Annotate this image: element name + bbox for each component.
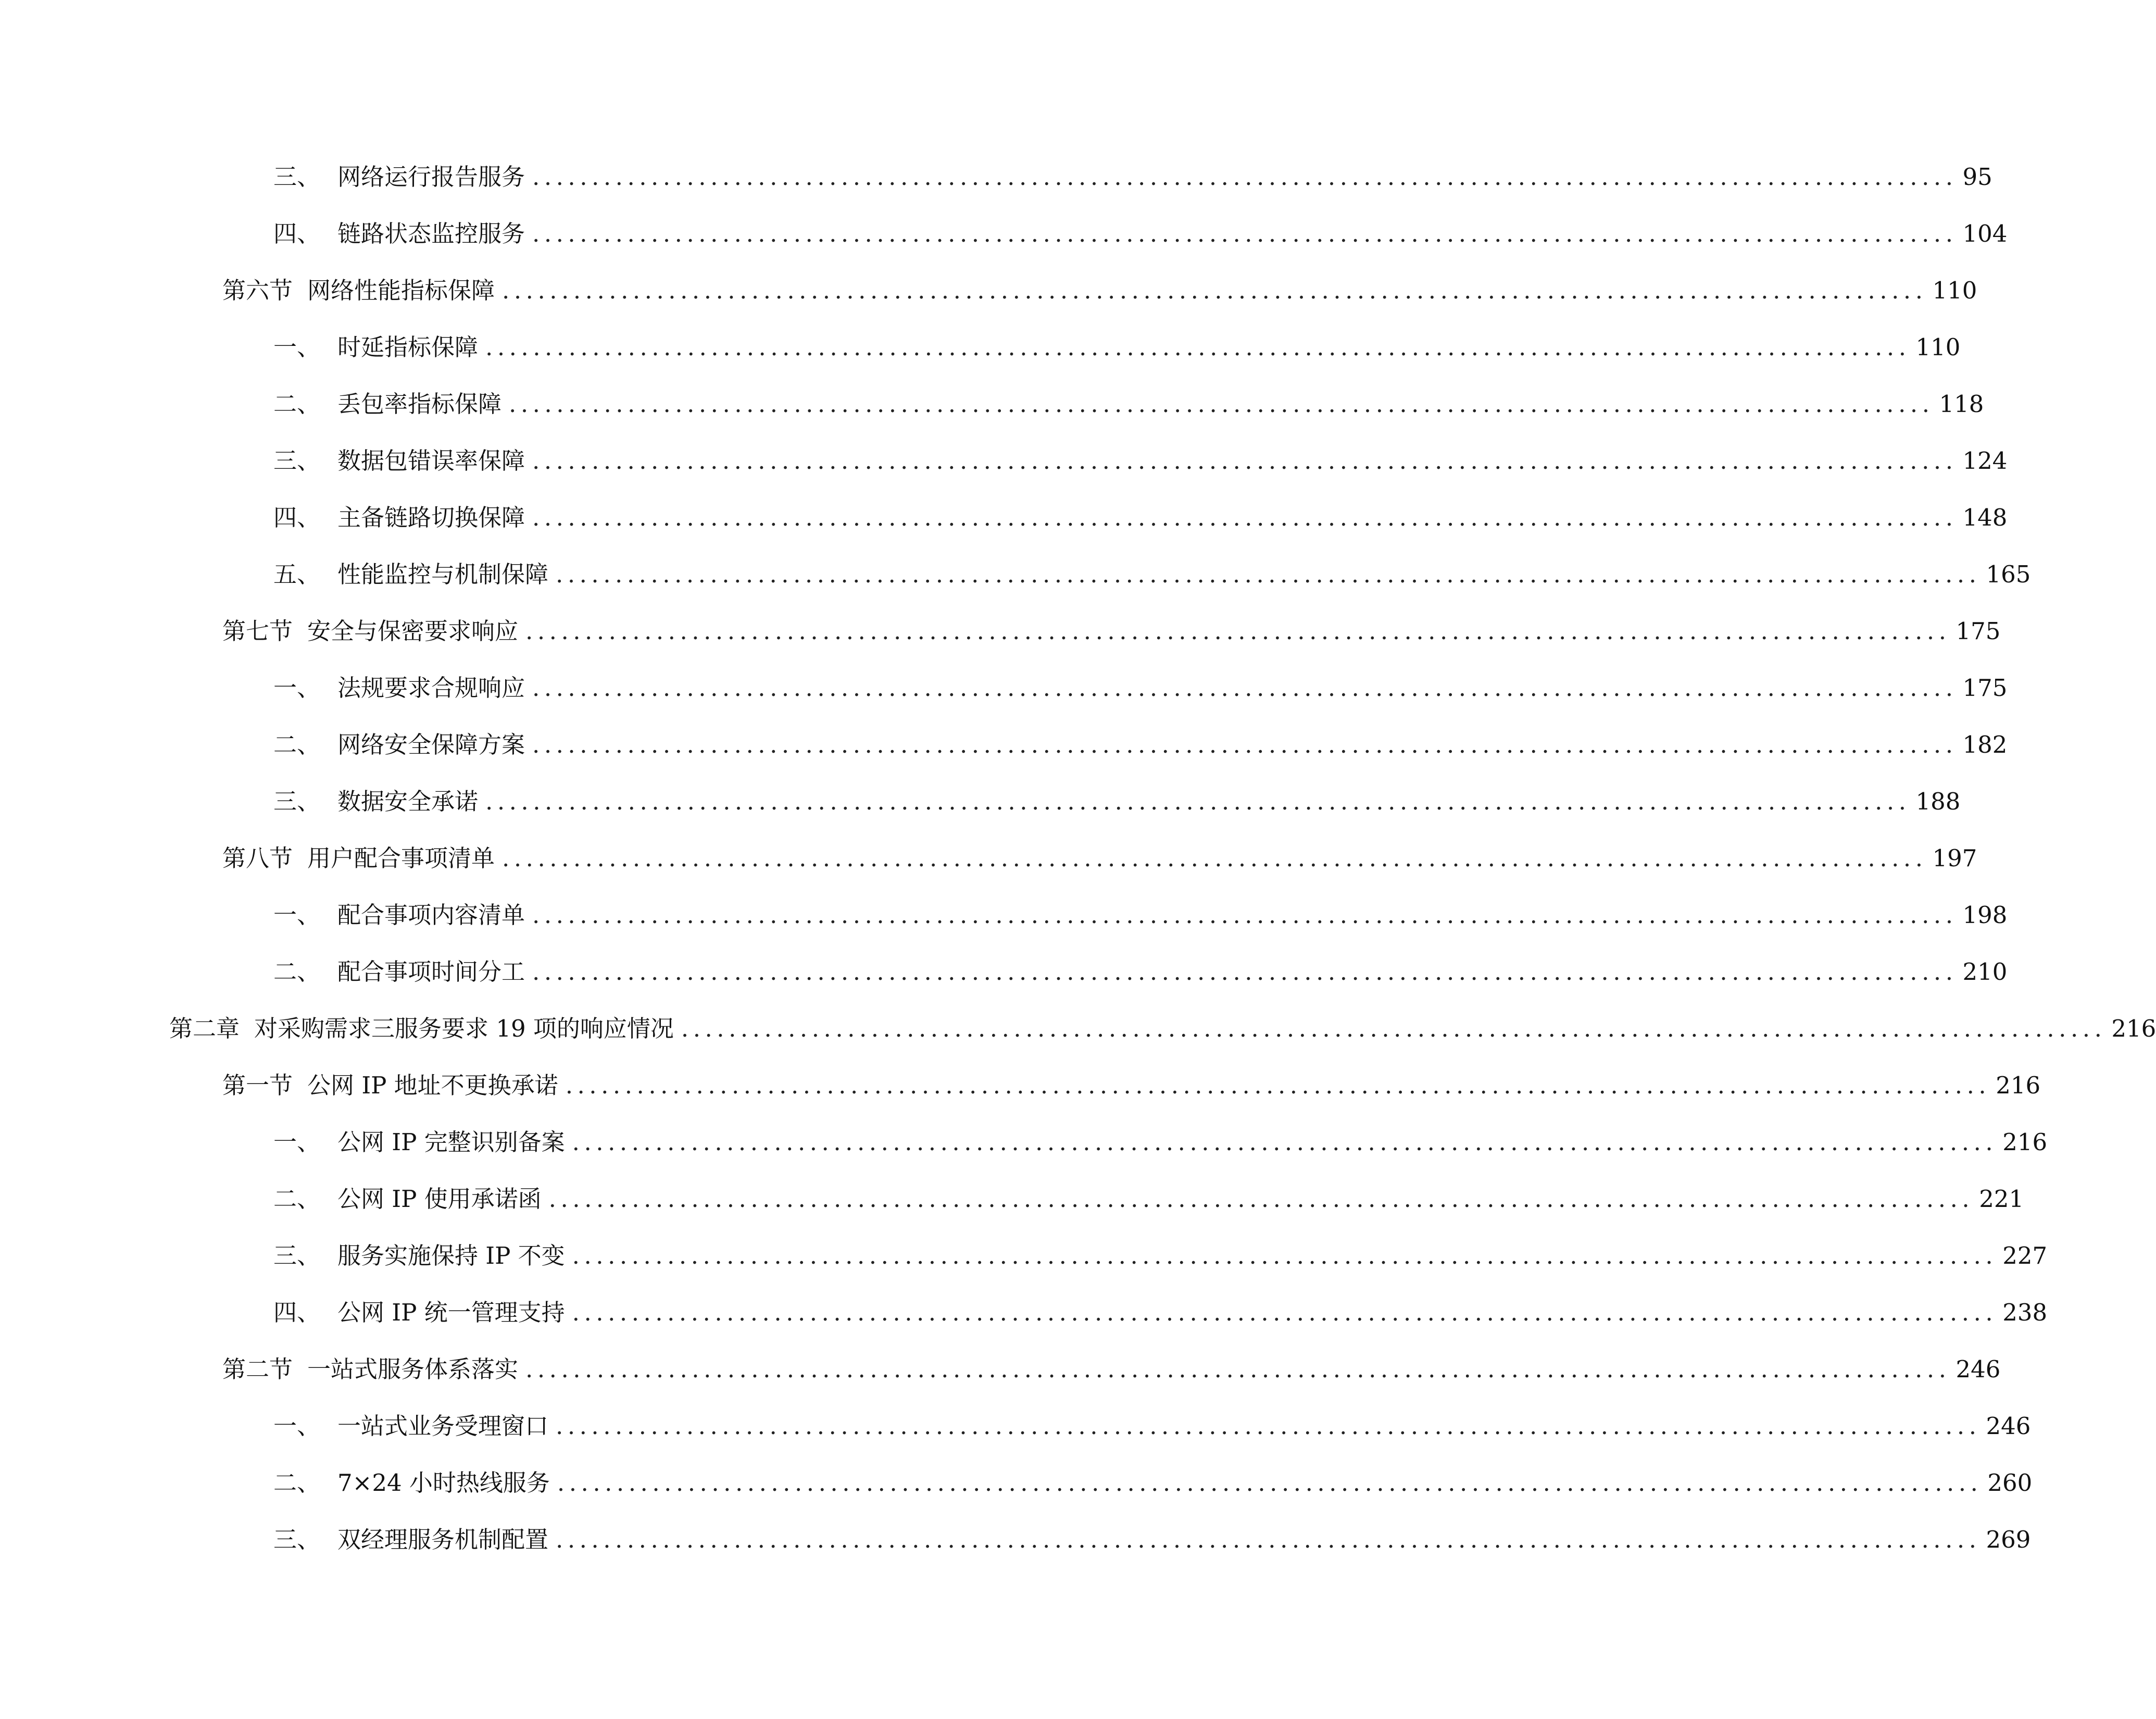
- toc-entry-number: 二、: [273, 1185, 321, 1213]
- toc-entry-page: 175: [1956, 617, 2001, 645]
- toc-entry-page: 216: [2002, 1128, 2048, 1156]
- toc-entry-number: 第七节: [222, 617, 293, 645]
- toc-entry[interactable]: [0, 1454, 2033, 1511]
- dot-leader: ........................................................................................................................: [557, 1468, 1983, 1497]
- dot-leader: ........................................................................................................................: [572, 1241, 1998, 1269]
- toc-entry-number: 第六节: [222, 276, 293, 304]
- toc-entry[interactable]: [0, 1511, 2031, 1568]
- toc-entry-page: 198: [1962, 901, 2008, 929]
- toc-entry-number: 四、: [273, 503, 321, 531]
- toc-entry-page: 104: [1962, 219, 2008, 247]
- toc-entry[interactable]: [0, 1170, 2024, 1227]
- dot-leader: ........................................................................................................................: [525, 617, 1951, 645]
- toc-entry-number: 二、: [273, 957, 321, 986]
- toc-entry-title: 网络性能指标保障: [307, 276, 495, 304]
- dot-leader: ........................................................................................................................: [502, 276, 1927, 304]
- toc-entry[interactable]: [0, 489, 2008, 546]
- toc-entry[interactable]: [0, 376, 1984, 432]
- dot-leader: ........................................................................................................................: [532, 219, 1958, 247]
- toc-entry-number: 第一节: [222, 1071, 293, 1099]
- toc-entry-number: 一、: [273, 901, 321, 929]
- dot-leader: ........................................................................................................................: [532, 446, 1958, 475]
- toc-entry[interactable]: [0, 1227, 2048, 1284]
- toc-entry-number: 第二节: [222, 1355, 293, 1383]
- toc-entry-title: 一站式服务体系落实: [307, 1355, 519, 1383]
- dot-leader: ........................................................................................................................: [532, 674, 1958, 702]
- toc-entry-page: 238: [2002, 1298, 2048, 1326]
- toc-entry-number: 二、: [273, 730, 321, 758]
- toc-entry[interactable]: [0, 1398, 2031, 1454]
- toc-entry-page: 246: [1956, 1355, 2001, 1383]
- dot-leader: ........................................................................................................................: [532, 730, 1958, 758]
- toc-entry-page: 210: [1962, 957, 2008, 986]
- toc-entry-title: 对采购需求三服务要求 19 项的响应情况: [254, 1014, 674, 1042]
- dot-leader: ........................................................................................................................: [572, 1128, 1998, 1156]
- toc-entry[interactable]: [0, 262, 1977, 319]
- toc-entry-page: 124: [1962, 446, 2008, 475]
- toc-entry[interactable]: [0, 319, 1961, 376]
- toc-entry-number: 三、: [273, 446, 321, 475]
- toc-entry-page: 227: [2002, 1241, 2048, 1269]
- toc-entry-page: 221: [1979, 1185, 2024, 1213]
- toc-entry[interactable]: [0, 943, 2008, 1000]
- toc-entry[interactable]: [0, 773, 1961, 830]
- toc-entry-number: 五、: [273, 560, 321, 588]
- toc-entry-title: 丢包率指标保障: [337, 390, 502, 418]
- toc-entry-title: 网络安全保障方案: [337, 730, 525, 758]
- toc-entry-number: 一、: [273, 1412, 321, 1440]
- dot-leader: ........................................................................................................................: [556, 560, 1981, 588]
- toc-entry[interactable]: [0, 432, 2008, 489]
- dot-leader: ........................................................................................................................: [565, 1071, 1991, 1099]
- dot-leader: ........................................................................................................................: [502, 844, 1927, 872]
- dot-leader: ........................................................................................................................: [485, 333, 1911, 361]
- toc-entry-title: 用户配合事项清单: [307, 844, 495, 872]
- toc-entry-page: 260: [1987, 1468, 2033, 1497]
- toc-entry-title: 双经理服务机制配置: [337, 1525, 549, 1553]
- toc-entry-page: 110: [1915, 333, 1961, 361]
- toc-entry[interactable]: [0, 205, 2008, 262]
- toc-entry-number: 一、: [273, 333, 321, 361]
- toc-entry-page: 269: [1986, 1525, 2031, 1553]
- toc-entry-page: 188: [1915, 787, 1961, 815]
- toc-entry-number: 三、: [273, 787, 321, 815]
- toc-entry-page: 182: [1962, 730, 2008, 758]
- toc-entry-title: 配合事项时间分工: [337, 957, 525, 986]
- dot-leader: ........................................................................................................................: [525, 1355, 1951, 1383]
- toc-entry-number: 四、: [273, 1298, 321, 1326]
- toc-entry-number: 第二章: [169, 1014, 240, 1042]
- toc-entry-number: 三、: [273, 163, 321, 191]
- toc-entry-page: 216: [2111, 1014, 2156, 1042]
- dot-leader: ........................................................................................................................: [532, 901, 1958, 929]
- toc-entry[interactable]: [0, 1341, 2001, 1398]
- toc-entry[interactable]: [0, 148, 1992, 205]
- toc-entry-title: 公网 IP 统一管理支持: [337, 1298, 565, 1326]
- dot-leader: ........................................................................................................................: [548, 1185, 1974, 1213]
- toc-entry-page: 165: [1986, 560, 2031, 588]
- toc-entry-title: 时延指标保障: [337, 333, 479, 361]
- toc-entry-number: 三、: [273, 1525, 321, 1553]
- toc-entry-title: 数据包错误率保障: [337, 446, 525, 475]
- dot-leader: ........................................................................................................................: [532, 163, 1958, 191]
- dot-leader: ........................................................................................................................: [556, 1525, 1981, 1553]
- toc-entry-number: 二、: [273, 1468, 321, 1497]
- toc-entry-title: 配合事项内容清单: [337, 901, 525, 929]
- dot-leader: ........................................................................................................................: [532, 503, 1958, 531]
- toc-entry[interactable]: [0, 830, 1977, 887]
- toc-entry-title: 法规要求合规响应: [337, 674, 525, 702]
- table-of-contents: [0, 148, 2156, 1568]
- toc-entry-title: 安全与保密要求响应: [307, 617, 519, 645]
- toc-entry[interactable]: [0, 1057, 2041, 1114]
- dot-leader: ........................................................................................................................: [509, 390, 1934, 418]
- toc-entry[interactable]: [0, 716, 2008, 773]
- toc-entry-number: 四、: [273, 219, 321, 247]
- toc-entry-number: 一、: [273, 1128, 321, 1156]
- toc-entry-title: 7×24 小时热线服务: [337, 1468, 550, 1497]
- dot-leader: ........................................................................................................................: [485, 787, 1911, 815]
- toc-entry-page: 197: [1932, 844, 1977, 872]
- toc-entry-number: 二、: [273, 390, 321, 418]
- toc-entry-page: 95: [1962, 163, 1992, 191]
- toc-entry-page: 246: [1986, 1412, 2031, 1440]
- toc-entry-title: 链路状态监控服务: [337, 219, 525, 247]
- toc-entry-page: 110: [1932, 276, 1977, 304]
- toc-entry-page: 148: [1962, 503, 2008, 531]
- toc-entry[interactable]: [0, 1114, 2048, 1170]
- toc-entry-number: 一、: [273, 674, 321, 702]
- toc-entry[interactable]: [0, 546, 2031, 603]
- toc-entry-title: 主备链路切换保障: [337, 503, 525, 531]
- dot-leader: ........................................................................................................................: [532, 957, 1958, 986]
- toc-entry-title: 网络运行报告服务: [337, 163, 525, 191]
- dot-leader: ........................................................................................................................: [572, 1298, 1998, 1326]
- toc-entry[interactable]: [0, 659, 2008, 716]
- toc-entry[interactable]: [0, 1000, 2156, 1057]
- toc-entry[interactable]: [0, 603, 2001, 659]
- toc-entry-title: 服务实施保持 IP 不变: [337, 1241, 565, 1269]
- toc-entry-title: 公网 IP 地址不更换承诺: [307, 1071, 558, 1099]
- toc-entry-title: 公网 IP 使用承诺函: [337, 1185, 542, 1213]
- dot-leader: ........................................................................................................................: [556, 1412, 1981, 1440]
- toc-entry-title: 一站式业务受理窗口: [337, 1412, 549, 1440]
- toc-entry-title: 数据安全承诺: [337, 787, 479, 815]
- toc-entry[interactable]: [0, 887, 2008, 943]
- toc-entry-number: 三、: [273, 1241, 321, 1269]
- toc-entry-number: 第八节: [222, 844, 293, 872]
- toc-entry-title: 公网 IP 完整识别备案: [337, 1128, 565, 1156]
- toc-entry-page: 118: [1939, 390, 1984, 418]
- toc-entry[interactable]: [0, 1284, 2048, 1341]
- dot-leader: ........................................................................................................................: [681, 1014, 2107, 1042]
- toc-entry-title: 性能监控与机制保障: [337, 560, 549, 588]
- toc-entry-page: 175: [1962, 674, 2008, 702]
- toc-entry-page: 216: [1996, 1071, 2041, 1099]
